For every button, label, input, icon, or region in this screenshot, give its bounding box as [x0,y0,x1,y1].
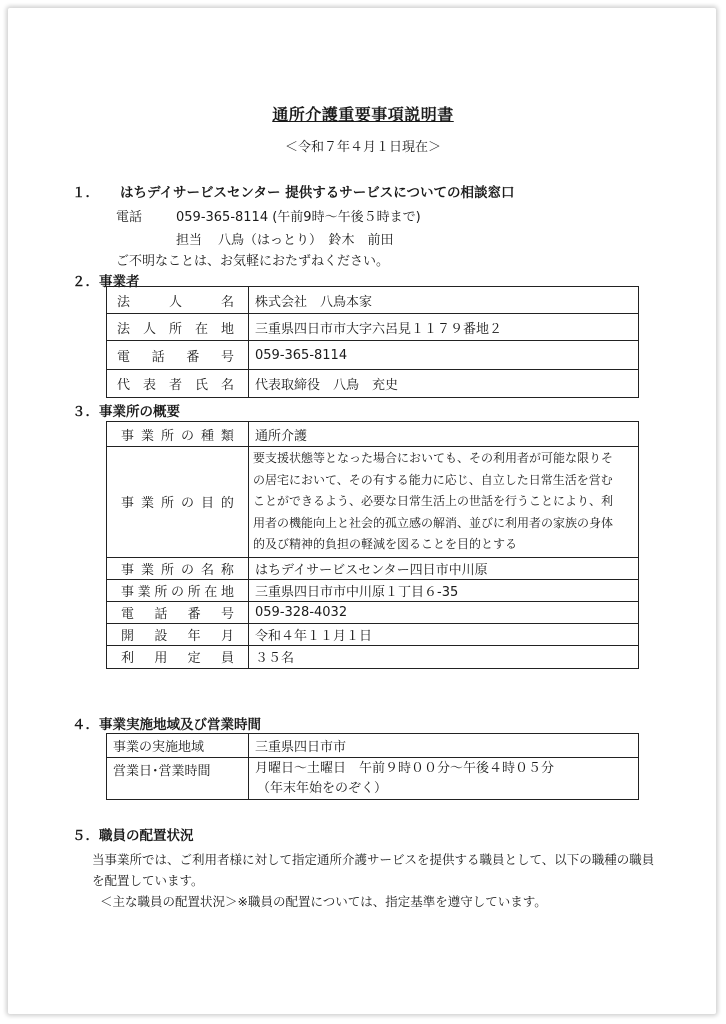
section1-number: １． [72,185,99,201]
table-row [107,287,639,314]
table-row [107,623,639,645]
table-row [107,557,639,579]
row-value: ３５名 [249,645,639,668]
purpose-text [249,447,639,558]
row-value: 通所介護 [249,422,639,447]
row-label: 法 人 名 [117,294,234,310]
row-label: 事 業 所 の 目 的 [121,496,234,512]
business-hours-cell [249,758,639,800]
row-label: 法 人 所 在 地 [117,321,234,337]
table-row [107,645,639,668]
document-title: 通所介護重要事項説明書 [272,105,454,124]
row-label: 事 業 所 の 所 在 地 [121,584,234,600]
table-row [107,341,639,370]
table-row [107,734,639,758]
purpose-line: 用者の機能向上と社会的孤立感の解消、並びに利用者の家族の身体 [253,515,614,530]
purpose-line: の居宅において、その有する能力に応じ、自立した日常生活を営む [253,472,613,487]
row-label: 開 設 年 月 [121,628,234,644]
row-value: 令和４年１１月１日 [249,623,639,645]
table-row [107,370,639,398]
row-label: 事 業 所 の 名 称 [121,562,234,578]
row-label: 事 業 所 の 種 類 [121,428,234,444]
row-value: 059-365-8114 [249,341,639,370]
table-row [107,601,639,623]
row-label: 代 表 者 氏 名 [117,378,234,393]
row-label: 営業日･営業時間 [107,758,249,800]
row-value: 代表取締役 八鳥 充史 [249,370,639,398]
section1-heading: はちデイサービスセンター 提供するサービスについての相談窓口 [120,185,515,201]
contact-staff-label: 担当 [176,233,203,248]
staffing-note: ＜主な職員の配置状況＞※職員の配置については、指定基準を遵守しています。 [100,894,547,909]
as-of-date: ＜令和７年４月１日現在＞ [284,140,441,155]
row-value: 三重県四日市市大字六呂見１１７９番地２ [249,314,639,341]
section3-heading: ３．事業所の概要 [72,404,180,420]
row-value: 059-328-4032 [249,601,639,623]
row-label: 電 話 番 号 [121,606,234,622]
table-row [107,447,639,558]
business-operator-table [106,286,639,398]
business-days-hours: 月曜日～土曜日 午前９時００分～午後４時０５分 [255,760,555,776]
table-row [107,579,639,601]
table-row [107,758,639,800]
service-area-hours-table [106,733,639,800]
row-value: 三重県四日市市 [249,734,639,758]
table-row [107,422,639,447]
holiday-note: （年末年始をのぞく） [257,780,388,796]
staffing-text-line1: 当事業所では、ご利用者様に対して指定通所介護サービスを提供する職員として、以下の職種の職員 [92,852,655,867]
row-value: はちデイサービスセンター四日市中川原 [249,557,639,579]
section2-heading: ２．事業者 [72,274,140,290]
row-value: 三重県四日市市中川原１丁目６‐35 [249,579,639,601]
purpose-line: 的及び精神的負担の軽減を図ることを目的とする [253,537,518,551]
table-row [107,314,639,341]
staffing-text-line2: を配置しています。 [92,873,204,888]
row-value: 株式会社 八鳥本家 [249,287,639,314]
purpose-line: ことができるよう、必要な日常生活上の世話を行うことにより、利 [253,494,614,508]
contact-staff: 八鳥（はっとり） 鈴木 前田 [218,233,394,248]
contact-tel-label: 電話 [116,210,143,225]
row-label: 利 用 定 員 [121,651,234,666]
facility-overview-table [106,421,639,669]
section4-heading: ４．事業実施地域及び営業時間 [72,717,261,733]
purpose-line: 要支援状態等となった場合においても、その利用者が可能な限りそ [253,451,614,465]
contact-tel: 059-365-8114 (午前9時～午後５時まで) [176,210,421,225]
section5-heading: ５．職員の配置状況 [72,828,194,844]
row-label: 電 話 番 号 [117,349,234,365]
contact-note: ご不明なことは、お気軽におたずねください。 [116,254,390,269]
row-label: 事業の実施地域 [107,734,249,758]
